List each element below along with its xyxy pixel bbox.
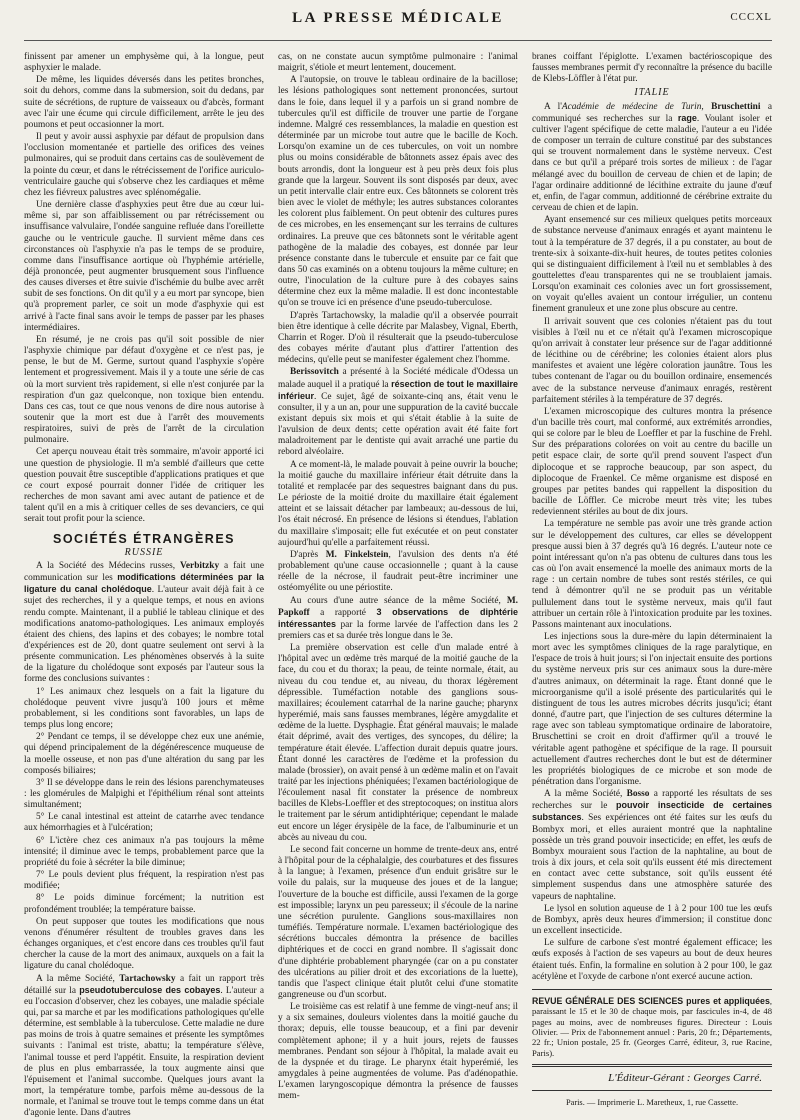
paragraph: 7° Le pouls devient plus fréquent, la respiration n'est pas modifiée; xyxy=(24,870,264,892)
paragraph: A l'autopsie, on trouve le tableau ordinaire de la bacillose; les lésions pathologiques sont nettement prononcées, surtout dans le foie, dans lequel il y a parfois un si grand nombre de tubercules qu'il est difficile de trouver une partie de l'organe indemne. Malgré ces ressemblances, la maladie en question est déterminée par un microbe tout autre que le bacille de Koch. Lorsqu'on examine un de ces tubercules, on voit un nombre plus ou moins considérable de bâtonnets assez épais avec des bouts arrondis, dont la longueur est à peu près deux fois plus grande que la largeur. Souvent ils sont disposés par deux, avec un petit intervalle clair entre eux. Ces bâtonnets se colorent très bien avec le violet de méthyle; les autres substances colorantes les colorent plus faiblement. On peut obtenir des cultures pures de ces microbes, en les ensemençant sur les terrains de cultures ordinaires. La preuve que ces bâtonnets sont le véritable agent pathogène de la maladie des cobayes, est donnée par leur présence constante dans le tubercule et ensuite par ce fait que dans 50 cas examinés on a obtenu toujours la même culture; en outre, l'inoculation de la culture pure à des cobayes sains détermine chez eux la même maladie. Il est donc incontestable qu'on se trouve ici en présence d'une pseudo-tuberculose. xyxy=(278,75,518,309)
paragraph: En résumé, je ne crois pas qu'il soit possible de nier l'asphyxie chimique par défaut d'oxygène et ce n'est pas, je pense, le but de M. Germe, surtout quand l'asphyxie s'opère lentement et progressivement. Mais il y a toute une série de cas où la mort survient très rapidement, si elle n'est conjurée par la respiration d'un gaz quelconque, non toxique bien entendu. Dans ces cas, tout ce que nous venons de dire nous autorise à soutenir que la mort est due à l'arrêt des mouvements respiratoires, suivi de près de l'arrêt de la circulation pulmonaire. xyxy=(24,334,264,446)
paragraph: De même, les liquides déversés dans les petites bronches, soit du dehors, comme dans la submersion, soit du dedans, par suite de sécrétions, de rupture de vaisseaux ou d'abcès, formant avec l'air une écume qui circule difficilement, arrête le jeu des poumons et peut occasionner la mort. xyxy=(24,75,264,130)
country-heading: ITALIE xyxy=(634,87,670,99)
ad-body: , paraissant le 15 et le 30 de chaque mois, par fascicules in-4, de 48 pages au moins, avec de nombreuses figures. Directeur : Louis Olivier. — Prix de l'abonnement annuel : Paris, 20 fr.; Départements, 22 fr.; Union postale, 25 fr. (Georges Carré, éditeur, 3, rue Racine, Paris). xyxy=(532,995,772,1058)
paragraph: Le sulfure de carbone s'est montré également efficace; les œufs exposés à l'action de ses vapeurs au bout de deux heures étaient tués. Enfin, la formaline en solution à 2 pour 100, le gaz acétylène et l'oxyde de carbone n'ont exercé aucune action. xyxy=(532,938,772,982)
paragraph: La première observation est celle d'un malade entré à l'hôpital avec un œdème très marqué de la moitié gauche de la face, du cou et du thorax; la peau, de teinte normale, était, au niveau du cou tendue et, au niveau, du thorax légèrement dépressible. Tuméfaction notable des ganglions sous-maxillaires; écoulement catarrhal de la narine gauche; pharynx hyperémié, mais sans fausses membranes, légère amygdalite et œdème de la luette. Dysphagie. État général mauvais; le malade était déprimé, avait des vertiges, des syncopes, du délire; la température était élevée. L'affection durait depuis quatre jours. Étant donné les caractères de l'œdème et la profession du malade (brossier), on avait pensé à un œdème malin et on l'avait traité par les injections phéniquées; l'examen bactériologique de l'écoulement nasal fit constater la présence de nombreux bacilles de Klebs-Loeffler et des streptocoques; on institua alors le traitement par le sérum antidiphtérique; cependant le malade eut encore un léger érysipèle de la face, de l'albuminurie et un abcès au niveau du cou. xyxy=(278,643,518,843)
text: a présenté à la Société médicale d'Odessa un malade auquel il a pratiqué la xyxy=(278,367,518,390)
text: a rapporté xyxy=(309,607,377,618)
paragraph: cas, on ne constate aucun symptôme pulmonaire : l'animal maigrit, s'étiole et meurt lentement, doucement. xyxy=(278,52,518,74)
paragraph: Le troisième cas est relatif à une femme de vingt-neuf ans; il y a six semaines, douleurs violentes dans la moitié gauche du thorax; depuis, elle tousse beaucoup, et a fini par devenir complètement aphone; il y a huit jours, rejets de fausses membranes. Pendant son séjour à l'hôpital, la malade avait eu de la dyspnée et du tirage. Le pharynx était hyperémié, les amygdales à peine augmentées de volume. Pas d'adénopathie. L'examen laryngoscopique démontra la présence de fausses mem- xyxy=(278,1002,518,1102)
paragraph: Les injections sous la dure-mère du lapin déterminaient la mort avec les symptômes cliniques de la rage paralytique, en l'espace de trois à huit jours; si l'on injectait ensuite des portions du système nerveux pris sur ces animaux sous la dure-mère d'autres animaux, on déterminait la rage. Étant donné que le microorganisme qu'il a isolé présente des particularités qui le distinguent de tous les autres microbes décrits jusqu'ici; étant donné, d'autre part, que l'injection de ses cultures détermine la rage avec son tableau symptomatique ordinaire de laboratoire, Bruschettini se croit en droit d'affirmer qu'il a trouvé le véritable agent pathogène et spécifique de la rage. Il poursuit actuellement d'autres recherches dont le but est de déterminer les propriétés biologiques de ce microbe et son mode de pénétration dans l'organisme. xyxy=(532,631,772,787)
paragraph: Une dernière classe d'asphyxies peut être due au cœur lui-même si, par son affaiblissement ou par rétrécissement ou insuffisance valvulaire, l'ondée sanguine refluée dans l'oreillette gauche ou le ventricule gauche. Il survient même dans ces circonstances où l'asphyxie n'a pas le temps de se produire, comme dans l'insuffisance aortique où l'hyphémie artérielle, déjà prononcée, peut augmenter brusquement sous l'influence des causes diverses et être suivie d'ischémie du bulbe avec arrêt subit de ses fonctions. On dit qu'il y a eu mort par syncope, bien qu'à proprement parler, ce soit un mode d'asphyxie qui est arrivé à l'acte final sans avoir le temps de passer par les phases intermédiaires. xyxy=(24,200,264,333)
text: . L'auteur avait déjà fait à ce sujet des recherches, il y a quelque temps, et nous en avions rendu compte. Maintenant, il a publié le tableau clinique et des modifications anatomo-pathologiques. Les animaux employés étaient des chiens, des lapins et des cobayes; le nombre total d'expériences est de 20, dont quatre seulement ont servi à la présente communication. Les phénomènes observés à la suite de la ligature du cholédoque sont exposés par l'auteur sous la forme des conclusions suivantes : xyxy=(24,585,264,685)
paragraph: Le second fait concerne un homme de trente-deux ans, entré à l'hôpital pour de la céphalalgie, des courbatures et des fissures à la langue; à l'examen, présence d'un enduit grisâtre sur le voile du palais, sur la muqueuse des joues et de la langue; l'ouverture de la bouche est difficile, aussi l'examen de la gorge est impossible; larynx un peu paresseux; il s'écoule de la narine une sécrétion purulente. Ganglions sous-maxillaires non tuméfiés. Température normale. L'examen bactériologique des sécrétions buccales démontra la présence de bacilles diphtériques et de cocci en grand nombre. Il s'agissait donc d'une diphtérie probablement pharyngée (car on a pu constater des ulcérations au pilier droit et des excoriations de la luette), tandis que l'aspect clinique était plutôt celui d'une stomatite gangreneuse ou d'un scorbut. xyxy=(278,844,518,1000)
text: . Ses expériences ont été faites sur les œufs du Bombyx mori, et elles auraient montré que la naphtaline possède un très grand pouvoir insecticide; en effet, les œufs de Bombyx mouraient sous l'action de la naphtaline, au bout de trois à dix jours, et cela soit qu'ils eussent été mis directement en contact avec cette substance, soit qu'ils eussent été simplement suspendus dans une atmosphère saturée des vapeurs de naphtaline. xyxy=(532,813,772,902)
text: a fait un rapport très détaillé sur la xyxy=(24,973,264,996)
paragraph: Il peut y avoir aussi asphyxie par défaut de propulsion dans l'occlusion momentanée et partielle des orifices des veines pulmonaires, qui se produit dans certains cas de soulèvement de la pointe du cœur, et dans le rétrécissement de l'orifice auriculo-ventriculaire gauche qui s'observe chez les cardiaques et même chez les fiévreux palustres avec splénomégalie. xyxy=(24,132,264,198)
subject-highlight: 3 observations de diphtérie intéressantes xyxy=(278,606,518,629)
author-name: Verbitzky xyxy=(180,560,220,571)
text: A l' xyxy=(544,101,562,112)
text: A la même Société, xyxy=(544,789,627,800)
paragraph: finissent par amener un emphysème qui, à la longue, peut asphyxier le malade. xyxy=(24,52,264,74)
section-title: SOCIÉTÉS ÉTRANGÈRES xyxy=(53,531,235,546)
subject-highlight: pouvoir insecticide de certaines substances xyxy=(532,800,772,823)
text: . L'auteur a eu l'occasion d'observer, chez les cobayes, une maladie spéciale qui, par sa marche et par les modifications pathologiques qu'elle détermine, est semblable à la tuberculose. Cette maladie ne dure pas moins de trois à quatre semaines et présente les symptômes suivants : l'animal est triste, abattu; la température s'élève, l'animal tousse et perd l'appétit. Ensuite, la respiration devient de plus en plus embarrassée, la toux augmente ainsi que l'épuisement et l'animal succombe. Quelques jours avant la mort, la température tombe, parfois même au-dessous de la normale, et l'animal se trouve tout le temps comme dans un état d'agonie lente. Dans d'autres xyxy=(24,985,264,1119)
text: a communiqué ses recherches sur la xyxy=(532,101,772,124)
column-left xyxy=(24,52,265,1119)
author-name: Bruschettini xyxy=(711,101,761,112)
paragraph: A ce moment-là, le malade pouvait à peine ouvrir la bouche; la moitié gauche du maxillaire inférieur était détruite dans la totalité et remplacée par des sequestres baignant dans du pus. Le périoste de la moitié droite du maxillaire était également atteint et se laissait détacher par lambeaux; au-dessous de lui, l'os était nécrosé. En présence de lésions si étendues, l'ablation du maxillaire s'imposait; elle fut exécutée et on peut constater aujourd'hui qu'elle a parfaitement réussi. xyxy=(278,459,518,548)
text: A la Société des Médecins russes, xyxy=(36,560,181,571)
divider xyxy=(532,1064,772,1067)
page-number: CCCXL xyxy=(730,11,772,23)
subject-highlight: rage xyxy=(677,112,697,123)
paragraph: 8° Le poids diminue forcément; la nutrition est profondément troublée; la température baisse. xyxy=(24,893,264,915)
subject-highlight: résection de tout le maxillaire inférieur xyxy=(278,378,518,401)
subject-highlight: pseudotuberculose des cobayes xyxy=(79,984,221,995)
author-name: Bosso xyxy=(626,789,650,800)
paragraph: 5° Le canal intestinal est atteint de catarrhe avec tendance aux hémorrhagies et à l'ulcération; xyxy=(24,812,264,834)
author-name: Tartachowsky xyxy=(119,973,176,984)
text: A la même Société, xyxy=(36,973,120,984)
author-name: M. Finkelstein xyxy=(325,549,389,560)
paragraph: D'après Tartachowsky, la maladie qu'il a observée pourrait bien être identique à celle décrite par Malasbey, Vignal, Eberth, Charrin et Roger. D'où il résulterait que la pseudo-tuberculose des cobayes mérite d'autant plus d'attirer l'attention des médecins, qu'elle peut se manifester également chez l'homme. xyxy=(278,310,518,366)
paragraph xyxy=(24,561,264,686)
journal-title: LA PRESSE MÉDICALE xyxy=(292,10,504,26)
text: , xyxy=(701,101,712,112)
paragraph xyxy=(532,789,772,903)
text: . Voulant isoler et cultiver l'agent spécifique de cette maladie, l'auteur a eu l'idée de composer un terrain de culture constitué par des substances qui se trouvent normalement dans le système nerveux. C'est dans ce but qu'il a préparé trois sortes de milieux : de l'agar mélangé avec du bouillon de cerveau de chien et de lapin; de l'agar ordinaire additionné de lécithine extraite du jaune d'œuf et, enfin, de l'agar commun, additionné de cérébrine extraite du cerveau de chien et de lapin. xyxy=(532,113,772,214)
text: a rapporté les résultats de ses recherches sur le xyxy=(532,789,772,812)
text: par la forme larvée de l'affection dans les 2 premiers cas et sa durée très longue dans le 3e. xyxy=(278,619,518,641)
paragraph xyxy=(24,974,264,1120)
printer-imprint: Paris. — Imprimerie L. Maretheux, 1, rue Cassette. xyxy=(565,1098,739,1108)
column-middle xyxy=(278,52,519,1102)
text: , l'avulsion des dents n'a été probablement qu'une cause occasionnelle ; quant à la cause réelle de la nécrose, il faudrait peut-être incriminer une ostéomyélite ou une périostite. xyxy=(278,549,519,594)
paragraph: branes coiffant l'épiglotte. L'examen bactérioscopique des fausses membranes permit d'y reconnaître la présence du bacille de Klebs-Löffler à l'état pur. xyxy=(532,52,772,85)
paragraph: Le lysol en solution aqueuse de 1 à 2 pour 100 tue les œufs de Bombyx, après deux heures d'immersion; il constitue donc un excellent insecticide. xyxy=(532,903,772,937)
text: Au cours d'une autre séance de la même Société, xyxy=(290,595,507,606)
text: a fait une communication sur les xyxy=(24,560,264,584)
paragraph: 1° Les animaux chez lesquels on a fait la ligature du cholédoque peuvent vivre jusqu'à 100 jours et même probablement, si les conditions sont favorables, un laps de temps plus long encore; xyxy=(24,686,264,731)
divider xyxy=(532,989,772,990)
country-heading: RUSSIE xyxy=(124,546,164,558)
paragraph: Il arrivait souvent que ces colonies n'étaient pas du tout visibles à l'œil nu et ce n'était qu'à l'examen microscopique qu'on arrivait à constater leur présence sur de l'agar additionné de lécithine ou de cérébrine; les colonies étaient alors plus manifestes et avaient une légère coloration jaunâtre. Tous les tubes contenant de l'agar ou du bouillon ordinaire, ensemencés avec de la substance nerveuse d'animaux enragés, restèrent parfaitement stériles à la température de 37 degrés. xyxy=(532,316,772,405)
paragraph: L'examen microscopique des cultures montra la présence d'un bacille très court, mal conformé, aux extrémités arrondies, qui se colore par le bleu de Loeffler et par la fuschine de Frehl. Sur des préparations colorées on voit au centre du bacille un petit espace clair, de sorte qu'il prend souvent l'aspect d'un diplocoque et se rapproche beaucoup, par son aspect, du diplocoque de Fraenkel. Ce même organisme est disposé en groupes par petites bandes qui rappellent la disposition du bacille de Löffler. Ce microbe meurt très vite; les tubes redeviennent stériles au bout de dix jours. xyxy=(532,406,772,518)
divider xyxy=(532,1090,772,1091)
paragraph: 3° Il se développe dans le rein des lésions parenchymateuses : les glomérules de Malpighi et l'épithélium rénal sont atteints simultanément; xyxy=(24,777,264,811)
society-name: Académie de médecine de Turin xyxy=(561,101,702,112)
paragraph: Ayant ensemencé sur ces milieux quelques petits morceaux de substance nerveuse d'animaux enragés et ayant maintenu le tout à la température de 37 degrés, il a pu constater, au bout de trente-six à soixante-dix-huit heures, de toutes petites colonies qui se distinguaient difficilement à l'œil nu et semblables à des gouttelettes d'eau transparentes qui ne se troublaient jamais. Lorsqu'on examinait ces colonies avec un fort grossissement, on voyait qu'elles avaient un contour irrégulier, un contenu finement granuleux et une zone plus obscure au centre. xyxy=(532,215,772,315)
page-header xyxy=(24,0,772,41)
paragraph: 2° Pendant ce temps, il se développe chez eux une anémie, qui dépend principalement de la dégénérescence muqueuse de la moelle osseuse, et non pas d'une altération du sang par les composés biliaires; xyxy=(24,732,264,776)
advertisement xyxy=(532,996,772,1058)
column-right xyxy=(532,52,772,1108)
paragraph xyxy=(278,596,518,643)
author-name: Berissovitch xyxy=(290,367,339,378)
paragraph: On peut supposer que toutes les modifications que nous venons d'énumérer résultent de troubles graves dans les échanges organiques, et c'est encore dans ces troubles qu'il faut chercher la cause de la mort des animaux, auxquels on a fait la ligature du canal cholédoque. xyxy=(24,916,264,972)
author-name: M. Papkoff xyxy=(278,595,518,618)
publisher-signature: L'Éditeur-Gérant : Georges Carré. xyxy=(608,1072,762,1085)
paragraph: Cet aperçu nouveau était très sommaire, m'avoir apporté ici une question de physiologie. Il m'a semblé d'ailleurs que cette question pouvait être susceptible d'applications pratiques et que ce court exposé pourrait donner l'idée de critiquer les recherches de mon savant ami avec autant de patience et de talent qu'il en a mis à critiquer celles de ses devanciers, ce qui serait tout profit pour la science. xyxy=(24,447,264,525)
ad-title: REVUE GÉNÉRALE DES SCIENCES pures et appliquées xyxy=(532,995,770,1006)
paragraph xyxy=(278,550,518,595)
subject-highlight: modifications déterminées par la ligature du canal cholédoque xyxy=(24,572,265,595)
text-columns xyxy=(24,52,772,1119)
text: D'après xyxy=(290,549,326,560)
paragraph: La température ne semble pas avoir une très grande action sur le développement des cultures, car elles se développent presque aussi bien à 37 degrés qu'à 16 degrés. L'auteur note ce point intéressant qu'on n'a pas obtenu de cultures dans tous les cas où l'on avait ensemencé la moelle des animaux morts de la rage : un certain nombre de tubes sont restés stériles, ce qui tend à démontrer qu'il ne se produit pas un véritable pullulement dans tout le système nerveux, mais qu'il faut attribuer un certain rôle à l'intoxication produite par les toxines. Passons maintenant aux inoculations. xyxy=(532,519,772,630)
paragraph: 6° L'ictère chez ces animaux n'a pas toujours la même intensité; il diminue avec le temps, probablement parce que la propriété du foie à sécréter la bile diminue; xyxy=(24,835,264,868)
text: . Ce sujet, âgé de soixante-cinq ans, était venu le consulter, il y a un an, pour une suppuration de la cavité buccale existant depuis six mois et qui s'était établie à la suite de l'avulsion de deux dents; cette opération avait été faite fort maladroitement par le dentiste qui avait arraché une partie du rebord alvéolaire. xyxy=(278,391,518,458)
paragraph xyxy=(532,102,772,215)
paragraph xyxy=(278,367,518,458)
